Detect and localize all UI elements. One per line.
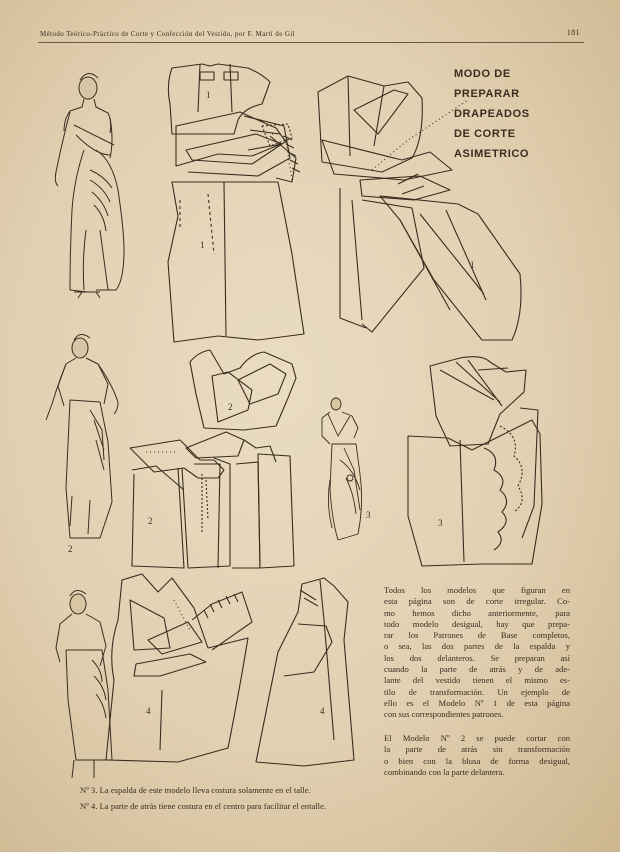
fashion-sketch-3	[322, 398, 362, 540]
pattern-1-back	[318, 76, 521, 340]
pattern-3	[408, 357, 542, 566]
footnote-4: Nº 4. La parte de atrás tiene costura en el centro para facilitar el entalle.	[80, 801, 327, 811]
text-line: Todos los modelos que figuran en	[384, 585, 570, 595]
pattern-4-left	[106, 574, 252, 762]
figure-label: 2	[148, 516, 153, 526]
footnote-3: Nº 3. La espalda de este modelo lleva costura solamente en el talle.	[80, 785, 311, 795]
figure-label: 2	[228, 402, 233, 412]
figure-label: 3	[366, 510, 371, 520]
fashion-sketch-1	[55, 73, 124, 298]
text-line: mo hemos dicho anteriormente, para	[384, 607, 570, 618]
page-number: 181	[566, 28, 580, 37]
text-line: los dos delanteros. Se preparan así	[384, 652, 570, 663]
text-line: rar los Patrones de Base completos,	[384, 630, 570, 641]
heading-line: MODO DE	[454, 68, 511, 80]
body-paragraph-1	[384, 585, 570, 721]
figure-label: 1	[206, 90, 211, 100]
text-line: todo modelo desigual, hay que prepa-	[384, 618, 570, 629]
text-line: combinando con la parte delantera.	[384, 766, 505, 777]
heading-line: ASIMETRICO	[454, 148, 530, 160]
figure-label: 4	[320, 706, 325, 716]
text-line: con sus correspondientes patrones.	[384, 709, 504, 720]
fashion-sketch-4	[56, 590, 112, 778]
pattern-4-right	[256, 578, 354, 766]
text-line: o bien con la blusa de forma desigual,	[384, 755, 570, 766]
text-line: El Modelo Nº 2 se puede cortar con	[384, 733, 570, 743]
figure-label: 3	[438, 518, 443, 528]
heading-line: DRAPEADOS	[454, 108, 530, 120]
text-line: o sea, las dos partes de la espalda y	[384, 641, 570, 652]
heading-line: DE CORTE	[454, 128, 516, 140]
heading-line: PREPARAR	[454, 88, 520, 100]
text-line: esta página son de corte irregular. Co-	[384, 596, 570, 607]
text-line: la parte de atrás sin transformación	[384, 744, 570, 755]
pattern-2	[130, 350, 296, 568]
figure-label: 1	[200, 240, 205, 250]
pattern-1-front	[168, 64, 304, 342]
text-line: cuando la parte de atrás y de ade-	[384, 664, 570, 675]
header-title: Método Teórico-Práctico de Corte y Confección del Vestido, por F. Martí de Gil	[40, 30, 296, 38]
fashion-sketch-2	[46, 334, 118, 538]
text-line: tilo de transformación. Un ejemplo de	[384, 686, 570, 697]
figure-label: 4	[146, 706, 151, 716]
figure-label: 2	[68, 544, 73, 554]
body-paragraph-2	[384, 733, 570, 778]
text-line: ello es el Modelo Nº 1 de esta página	[384, 697, 570, 708]
text-line: lante del vestido tienen el mismo es-	[384, 675, 570, 686]
figure-label: 1	[470, 260, 475, 270]
